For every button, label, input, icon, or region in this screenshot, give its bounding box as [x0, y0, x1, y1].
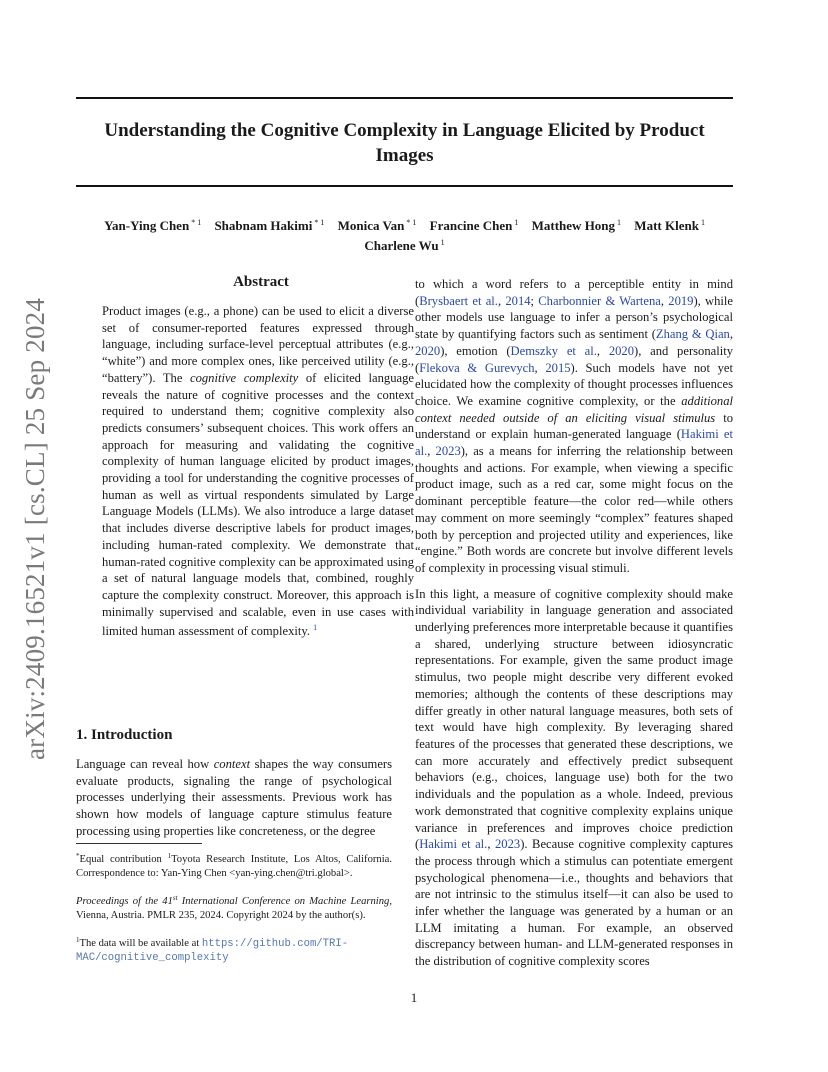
right-column-body	[415, 276, 733, 970]
author-list	[76, 214, 733, 254]
abstract-body: Product images (e.g., a phone) can be used to elicit a diverse set of consumer-reported features expressed through language, including surface-level perceptual attributes (e.g., “white”) and more complex ones, like perceived utility (e.g., “battery”). The cognitive complexity of elicited language reveals the nature of cognitive processes and the context required to understand them; cognitive complexity also predicts consumers’ subsequent choices. This work offers an approach for measuring and validating the cognitive complexity of human language elicited by product images, providing a tool for understanding the cognitive processes of human as well as virtual respondents simulated by Large Language Models (LLMs). We also introduce a large dataset that includes diverse descriptive labels for product images, including human-rated complexity. We demonstrate that human-rated cognitive complexity can be approximated using a set of natural language models that, combined, roughly capture the complexity construct. Moreover, this approach is minimally supervised and scalable, even in use cases with limited human assessment of complexity. $^1$	[102, 304, 414, 639]
data-url-link[interactable]: https://github.com/TRI-MAC/cognitive_complexity	[76, 938, 349, 964]
title-bottom-rule	[76, 185, 733, 187]
citation-link[interactable]: Brysbaert et al.	[419, 293, 498, 308]
paragraph: In this light, a measure of cognitive complexity should make individual variability in language generation and associated underlying preferences more interpretable because it quantifies a shared, underlying structure between idiosyncratic representations. For example, given the same product image stimulus, two people might describe very different evoked memories; although the contents of these descriptions may differ greatly in other natural language measures, both sets of text would have high complexity. By leveraging shared features of the processes that generated these descriptions, we can more accurately and effectively predict subsequent behaviors (e.g., choices, language use) both for the two individuals and the population as a whole. Indeed, previous work demonstrated that cognitive complexity explains unique variance in preferences and improves choice prediction (Hakimi et al., 2023). Because cognitive complexity captures the process through which a stimulus can potentiate emergent psychological phenomena—i.e., thoughts and behaviors that are not intrinsic to the stimulus itself—it can also be used to infer whether the language was generated by a human or an LLM imitating a human. For example, an observed discrepancy between human- and LLM-generated responses in the distribution of cognitive complexity scores	[415, 586, 734, 969]
author: Francine Chen $^1$	[429, 218, 519, 233]
citation-link[interactable]: Hakimi et al.	[419, 837, 488, 852]
introduction-body: Language can reveal how context shapes the way consumers evaluate products, signaling the range of psychological processes underlying their assessments. Previous work has shown how models of language capture stimulus feature processing using properties like concreteness, or the degree	[76, 757, 392, 838]
author: Matthew Hong $^1$	[531, 218, 622, 233]
footnote-proceedings: Proceedings of the 41st International Conference on Machine Learning, Vienna, Austria. PMLR 235, 2024. Copyright 2024 by the author(s).	[76, 894, 392, 921]
author: Charlene Wu $^1$	[364, 238, 445, 253]
author: Matt Klenk $^1$	[634, 218, 705, 233]
author: Yan-Ying Chen $^{* 1}$	[104, 218, 202, 233]
title-top-rule	[76, 97, 733, 99]
citation-link[interactable]: Hakimi et al.	[415, 427, 733, 459]
footnote-affiliation: *Equal contribution $^1$Toyota Research Institute, Los Altos, California. Correspondence to: Yan-Ying Chen <yan-ying.chen@tri.global>.	[76, 852, 392, 879]
citation-link[interactable]: 2023	[435, 444, 461, 459]
citation-link[interactable]: 2020	[608, 343, 635, 358]
citation-link[interactable]: 2014	[505, 293, 531, 308]
footnote-mark[interactable]: 1	[313, 623, 318, 633]
citation-link[interactable]: 2019	[668, 293, 694, 308]
citation-link[interactable]: 2023	[495, 837, 521, 852]
abstract-heading: Abstract	[233, 274, 289, 290]
citation-link[interactable]: 2020	[415, 343, 441, 358]
footnote-data: $^1$The data will be available at https://github.com/TRI-MAC/cognitive_complexity	[76, 936, 349, 964]
citation-link[interactable]: Zhang & Qian	[655, 327, 730, 342]
author: Monica Van $^{* 1}$	[337, 218, 417, 233]
arxiv-side-label: arXiv:2409.16521v1 [cs.CL] 25 Sep 2024	[20, 297, 50, 760]
footnote-rule	[76, 843, 202, 844]
citation-link[interactable]: 2015	[545, 360, 571, 375]
citation-link[interactable]: Flekova & Gurevych	[419, 360, 535, 375]
page-number: 1	[410, 990, 418, 1005]
paper-title: Understanding the Cognitive Complexity in Language Elicited by Product Images	[104, 120, 705, 166]
citation-link[interactable]: Charbonnier & Wartena	[538, 293, 661, 308]
author: Shabnam Hakimi $^{* 1}$	[214, 218, 325, 233]
citation-link[interactable]: Demszky et al.	[510, 343, 597, 358]
paragraph: to which a word refers to a perceptible entity in mind (Brysbaert et al., 2014; Charbonnier & Wartena, 2019), while other models use language to infer a person’s psychological state by quantifying factors such as sentiment (Zhang & Qian, 2020), emotion (Demszky et al., 2020), and personality (Flekova & Gurevych, 2015). Such models have not yet elucidated how the complexity of thought processes influences choice. We examine cognitive complexity, or the additional context needed outside of an eliciting visual stimulus to understand or explain human-generated language (Hakimi et al., 2023), as a means for inferring the relationship between thoughts and actions. For example, when viewing a specific product image, such as a red car, some might focus on the dominant perceptible feature—the color red—while others may comment on more seemingly “complex” features shaped both by perception and projected utility and experiences, like “engine.” Both words are concrete but involve different levels of complexity in processing visual stimuli.	[415, 277, 734, 575]
section-heading-introduction: 1. Introduction	[76, 727, 173, 743]
footnotes	[76, 849, 392, 965]
